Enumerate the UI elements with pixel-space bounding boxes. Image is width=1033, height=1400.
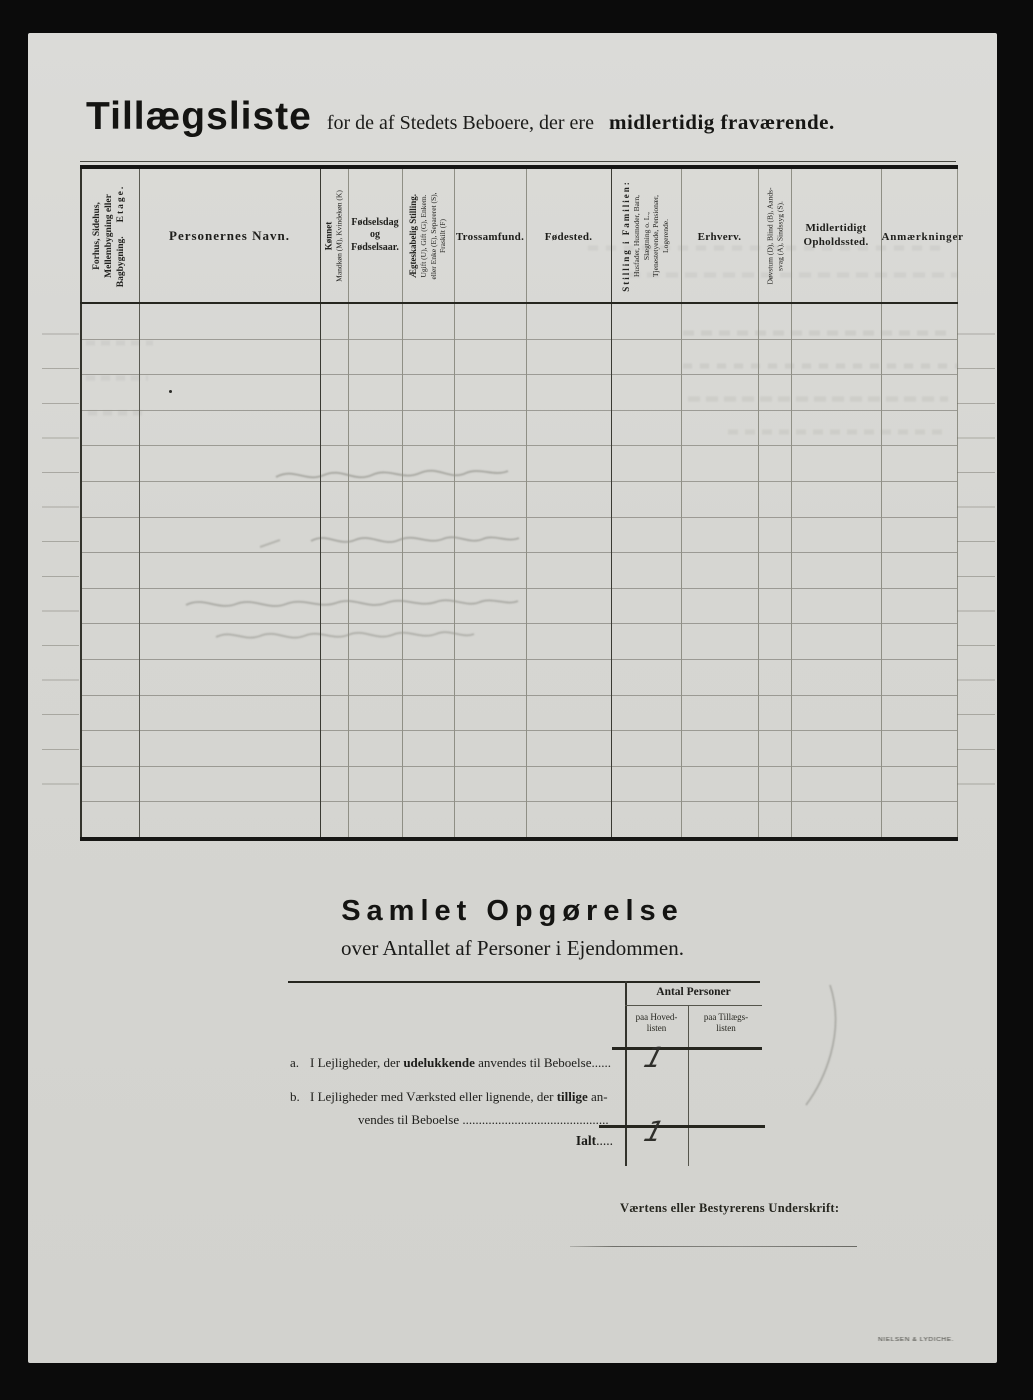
table-cell: [320, 446, 348, 482]
table-cell: [348, 375, 402, 411]
table-cell: [139, 659, 320, 695]
col-header-occupation: Erhverv.: [681, 167, 758, 303]
table-cell: [139, 553, 320, 589]
table-cell: [402, 339, 454, 375]
table-cell: [348, 802, 402, 839]
table-cell: [611, 303, 681, 339]
table-cell: [348, 339, 402, 375]
table-cell: [139, 446, 320, 482]
table-cell: [791, 731, 881, 767]
table-cell: [526, 339, 611, 375]
col-header-birthdate: Fødselsdag og Fødselsaar.: [348, 167, 402, 303]
table-cell: [348, 766, 402, 802]
table-cell: [139, 339, 320, 375]
table-cell: [320, 303, 348, 339]
table-cell: [881, 766, 957, 802]
table-cell: [681, 446, 758, 482]
table-cell: [139, 410, 320, 446]
table-row: [81, 588, 957, 624]
handwritten-count-row-a: 1: [640, 1041, 668, 1074]
table-cell: [320, 410, 348, 446]
table-cell: [81, 446, 139, 482]
table-cell: [348, 481, 402, 517]
table-cell: [139, 731, 320, 767]
table-top-thin-rule: [80, 161, 956, 162]
table-cell: [320, 553, 348, 589]
table-cell: [758, 410, 791, 446]
table-cell: [881, 659, 957, 695]
table-cell: [320, 375, 348, 411]
table-cell: [881, 446, 957, 482]
table-cell: [611, 802, 681, 839]
table-cell: [791, 481, 881, 517]
table-cell: [611, 481, 681, 517]
table-cell: [139, 481, 320, 517]
table-cell: [526, 553, 611, 589]
table-cell: [526, 659, 611, 695]
table-cell: [81, 766, 139, 802]
col-header-remarks: Anmærkninger: [881, 167, 957, 303]
table-cell: [320, 766, 348, 802]
table-cell: [611, 588, 681, 624]
table-cell: [454, 802, 526, 839]
leader-dots: ......: [591, 1055, 611, 1070]
table-cell: [758, 481, 791, 517]
table-cell: [526, 588, 611, 624]
table-cell: [81, 659, 139, 695]
table-row: [81, 339, 957, 375]
table-cell: [881, 517, 957, 553]
table-cell: [139, 624, 320, 660]
table-cell: [681, 481, 758, 517]
table-cell: [526, 303, 611, 339]
table-cell: [758, 659, 791, 695]
table-cell: [81, 339, 139, 375]
col-header-marital-status: Ægteskabelig Stilling. Ugift (U), Gift (G), Enkem. eller Enke (E), Separeret (S), Fraskilt (F): [402, 167, 454, 303]
table-cell: [320, 588, 348, 624]
table-cell: [526, 624, 611, 660]
table-row: [81, 659, 957, 695]
leader-dots: .....: [596, 1133, 613, 1148]
table-cell: [611, 766, 681, 802]
table-cell: [348, 303, 402, 339]
table-cell: [881, 695, 957, 731]
table-cell: [81, 624, 139, 660]
table-cell: [402, 766, 454, 802]
summary-row-a: a. I Lejligheder, der udelukkende anvendes til Beboelse......: [290, 1055, 611, 1070]
summary-subtitle: over Antallet af Personer i Ejendommen.: [341, 936, 684, 960]
table-cell: [454, 731, 526, 767]
table-cell: [81, 731, 139, 767]
table-cell: [139, 766, 320, 802]
table-cell: [81, 481, 139, 517]
summary-total-label: Ialt.....: [575, 1133, 613, 1148]
table-cell: [402, 731, 454, 767]
handwritten-count-total: 1: [640, 1115, 668, 1148]
table-cell: [758, 731, 791, 767]
table-cell: [139, 588, 320, 624]
table-cell: [881, 375, 957, 411]
form-title: [86, 95, 835, 139]
table-cell: [402, 446, 454, 482]
table-cell: [402, 553, 454, 589]
col-header-temporary-residence: Midlertidigt Opholdssted.: [791, 167, 881, 303]
table-body: [81, 303, 957, 839]
table-cell: [791, 410, 881, 446]
table-cell: [681, 766, 758, 802]
summary-row-b-line2: vendes til Beboelse .............................................: [358, 1112, 609, 1127]
table-cell: [320, 802, 348, 839]
table-cell: [348, 410, 402, 446]
table-cell: [320, 659, 348, 695]
table-cell: [402, 410, 454, 446]
row-a-index: a.: [290, 1055, 300, 1070]
table-cell: [611, 446, 681, 482]
table-cell: [348, 624, 402, 660]
table-cell: [526, 731, 611, 767]
table-cell: [454, 553, 526, 589]
table-cell: [402, 481, 454, 517]
table-row: [81, 481, 957, 517]
table-cell: [348, 553, 402, 589]
table-cell: [320, 731, 348, 767]
table-cell: [320, 481, 348, 517]
summary-row-b-line1: b. I Lejligheder med Værksted eller lignende, der tillige an-: [290, 1089, 608, 1104]
table-row: [81, 553, 957, 589]
table-cell: [758, 517, 791, 553]
table-cell: [402, 517, 454, 553]
table-cell: [681, 410, 758, 446]
table-cell: [454, 339, 526, 375]
table-cell: [454, 517, 526, 553]
summary-group-header: Antal Personer: [656, 986, 731, 998]
col-header-disability: Døvstum (D), Blind (B), Aands- svag (A), Sindssyg (S).: [758, 167, 791, 303]
table-cell: [526, 410, 611, 446]
table-row: [81, 624, 957, 660]
table-row: [81, 303, 957, 339]
table-cell: [758, 624, 791, 660]
summary-rule: [288, 981, 760, 983]
leader-dots: .............................................: [462, 1112, 609, 1127]
table-cell: [758, 553, 791, 589]
table-cell: [454, 659, 526, 695]
table-row: [81, 695, 957, 731]
col-header-birthplace: Fødested.: [526, 167, 611, 303]
table-cell: [681, 339, 758, 375]
table-cell: [611, 339, 681, 375]
table-cell: [681, 802, 758, 839]
table-cell: [758, 802, 791, 839]
table-cell: [758, 339, 791, 375]
table-row: [81, 446, 957, 482]
table-cell: [139, 375, 320, 411]
table-cell: [758, 446, 791, 482]
table-cell: [402, 303, 454, 339]
signature-label: Værtens eller Bestyrerens Underskrift:: [620, 1201, 840, 1215]
table-cell: [348, 731, 402, 767]
table-row: [81, 766, 957, 802]
table-cell: [611, 375, 681, 411]
table-cell: [81, 553, 139, 589]
table-cell: [611, 624, 681, 660]
col-header-faith: Trossamfund.: [454, 167, 526, 303]
census-supplement-form: [28, 33, 997, 1363]
table-cell: [348, 517, 402, 553]
table-cell: [681, 517, 758, 553]
table-cell: [139, 303, 320, 339]
table-cell: [791, 659, 881, 695]
table-cell: [402, 659, 454, 695]
table-cell: [881, 588, 957, 624]
table-row: [81, 375, 957, 411]
table-cell: [320, 695, 348, 731]
table-cell: [881, 624, 957, 660]
summary-table-vline-middle: [688, 1005, 689, 1166]
table-cell: [320, 339, 348, 375]
form-title-main: Tillægsliste: [86, 95, 312, 138]
table-cell: [81, 410, 139, 446]
table-cell: [454, 624, 526, 660]
table-cell: [681, 553, 758, 589]
table-row: [81, 731, 957, 767]
summary-col-tillaegslisten: paa Tillægs- listen: [703, 1012, 749, 1034]
table-cell: [526, 375, 611, 411]
table-cell: [611, 517, 681, 553]
table-cell: [758, 303, 791, 339]
table-cell: [454, 766, 526, 802]
table-cell: [681, 303, 758, 339]
table-cell: [758, 766, 791, 802]
header-row: [81, 167, 957, 303]
table-cell: [791, 303, 881, 339]
table-cell: [526, 481, 611, 517]
table-cell: [81, 802, 139, 839]
table-cell: [526, 695, 611, 731]
summary-table-line-under-group: [625, 1005, 762, 1006]
persons-table: [80, 165, 964, 841]
signature-line: [570, 1246, 857, 1247]
table-cell: [881, 339, 957, 375]
table-cell: [881, 553, 957, 589]
table-cell: [454, 695, 526, 731]
table-cell: [402, 624, 454, 660]
table-cell: [402, 375, 454, 411]
table-cell: [526, 802, 611, 839]
table-cell: [791, 517, 881, 553]
table-cell: [791, 375, 881, 411]
table-cell: [681, 659, 758, 695]
table-cell: [791, 695, 881, 731]
table-cell: [758, 588, 791, 624]
table-cell: [454, 481, 526, 517]
table-cell: [881, 731, 957, 767]
table-cell: [881, 303, 957, 339]
table-cell: [402, 588, 454, 624]
table-cell: [81, 588, 139, 624]
table-cell: [791, 446, 881, 482]
table-cell: [758, 375, 791, 411]
table-cell: [526, 766, 611, 802]
table-cell: [139, 517, 320, 553]
table-cell: [81, 303, 139, 339]
table-cell: [681, 624, 758, 660]
table-cell: [611, 731, 681, 767]
table-cell: [348, 588, 402, 624]
row-b-index: b.: [290, 1089, 300, 1104]
table-cell: [881, 802, 957, 839]
printer-mark: NIELSEN & LYDICHE.: [878, 1336, 955, 1343]
table-cell: [758, 695, 791, 731]
table-cell: [526, 517, 611, 553]
table-cell: [402, 802, 454, 839]
table-cell: [681, 588, 758, 624]
table-cell: [791, 624, 881, 660]
table-cell: [81, 695, 139, 731]
table-row: [81, 517, 957, 553]
table-cell: [681, 375, 758, 411]
table-cell: [791, 766, 881, 802]
table-cell: [454, 410, 526, 446]
table-cell: [791, 339, 881, 375]
col-header-sex: Kønnet Mandkøn (M), Kvindekøn (K): [320, 167, 348, 303]
col-header-building: Forhus, Sidehus, Mellembygning eller Bagbygning.Etage.: [81, 167, 139, 303]
table-cell: [348, 659, 402, 695]
table-cell: [454, 303, 526, 339]
table-cell: [681, 731, 758, 767]
table-cell: [454, 588, 526, 624]
table-cell: [348, 446, 402, 482]
ink-dot: [169, 390, 172, 393]
table-cell: [454, 375, 526, 411]
margin-bleed-lines-left: [42, 300, 79, 818]
table-cell: [348, 695, 402, 731]
table-cell: [454, 446, 526, 482]
table-cell: [139, 802, 320, 839]
form-title-sub: for de af Stedets Beboere, der ere: [326, 112, 594, 134]
table-cell: [791, 588, 881, 624]
summary-col-hovedlisten: paa Hoved- listen: [635, 1012, 678, 1034]
table-cell: [791, 802, 881, 839]
margin-bleed-lines-right: [957, 300, 995, 818]
table-row: [81, 410, 957, 446]
table-cell: [320, 624, 348, 660]
table-cell: [611, 553, 681, 589]
table-cell: [611, 659, 681, 695]
table-cell: [320, 517, 348, 553]
col-header-family-position: Stilling i Familien: Husfader, Husmoder, Barn, Slægtning o. L., Tjenestetyende, Pensionær, Logerende.: [611, 167, 681, 303]
table-row: [81, 802, 957, 839]
table-cell: [881, 410, 957, 446]
table-cell: [881, 481, 957, 517]
table-cell: [611, 410, 681, 446]
summary-title: Samlet Opgørelse: [341, 895, 684, 927]
table-cell: [402, 695, 454, 731]
table-cell: [611, 695, 681, 731]
col-header-name: Personernes Navn.: [139, 167, 320, 303]
table-cell: [81, 517, 139, 553]
table-cell: [791, 553, 881, 589]
table-cell: [139, 695, 320, 731]
table-cell: [526, 446, 611, 482]
form-title-sub-bold: midlertidig fraværende.: [608, 110, 835, 134]
table-cell: [681, 695, 758, 731]
table-cell: [81, 375, 139, 411]
